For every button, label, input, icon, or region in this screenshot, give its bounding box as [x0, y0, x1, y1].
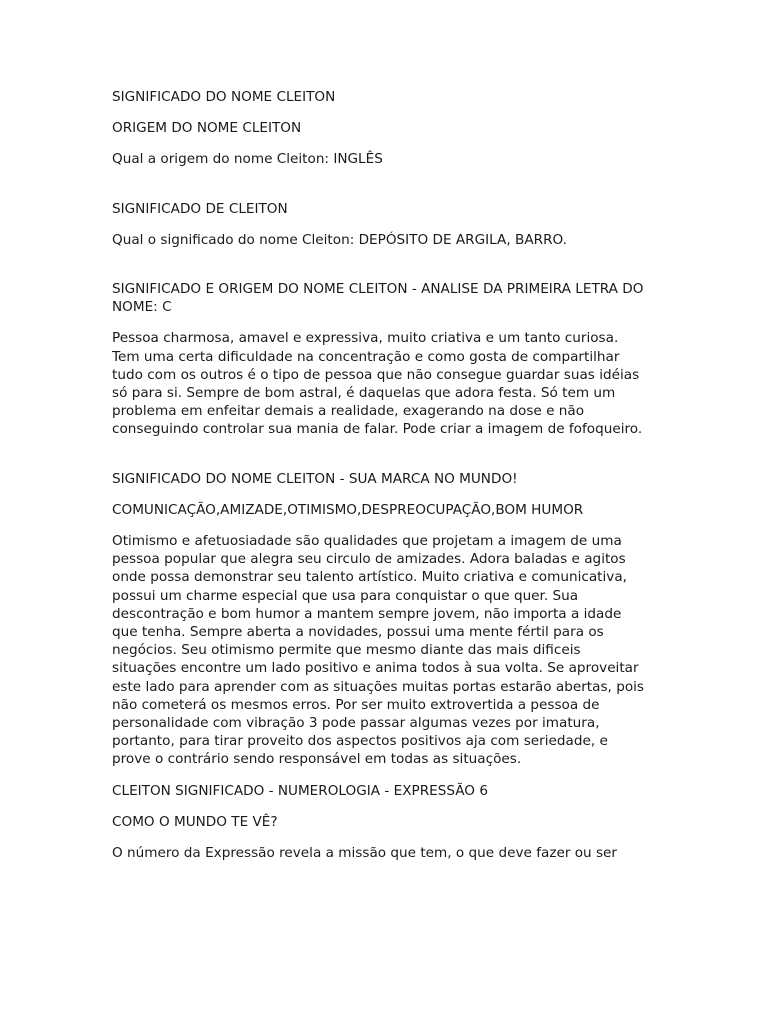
heading-como-o-mundo: COMO O MUNDO TE VÊ?	[112, 813, 278, 830]
document-page	[112, 88, 660, 875]
heading-origem: ORIGEM DO NOME CLEITON	[112, 120, 302, 137]
marca-paragraph: Otimismo e afetuosiadade são qualidades que projetam a imagem de uma pessoa popular que alegra seu circulo de amizades. Adora baladas e agitos onde possa demonstrar seu talento artístico. Muito criativa e comunicativa, possui um charme especial que usa para conquistar o que quer. Sua descontração e bom humor a mantem sempre jovem, não importa a idade que tenha. Sempre aberta a novidades, possui uma mente fértil para os negócios. Seu otimismo permite que mesmo diante das mais dificeis situações encontre um lado positivo e anima todos à sua volta. Se aproveitar este lado para aprender com as situações muitas portas estarão abertas, pois não cometerá os mesmos erros. Por ser muito extrovertida a pessoa de personalidade com vibração 3 pode passar algumas vezes por imatura, portanto, para tirar proveito dos aspectos positivos aja com seriedade, e prove o contrário sendo responsável em todas as situações.	[112, 533, 645, 768]
heading-marca-no-mundo: SIGNIFICADO DO NOME CLEITON - SUA MARCA NO MUNDO!	[112, 470, 518, 487]
expressao-paragraph: O número da Expressão revela a missão que tem, o que deve fazer ou ser	[112, 845, 618, 862]
heading-numerologia: CLEITON SIGNIFICADO - NUMEROLOGIA - EXPRESSÃO 6	[112, 782, 488, 799]
origem-answer: Qual a origem do nome Cleiton: INGLÊS	[112, 151, 383, 168]
heading-primeira-letra: SIGNIFICADO E ORIGEM DO NOME CLEITON - ANALISE DA PRIMEIRA LETRA DO NOME: C	[112, 281, 644, 316]
significado-answer: Qual o significado do nome Cleiton: DEPÓSITO DE ARGILA, BARRO.	[112, 231, 567, 248]
primeira-letra-paragraph: Pessoa charmosa, amavel e expressiva, muito criativa e um tanto curiosa. Tem uma certa dificuldade na concentração e como gosta de compartilhar tudo com os outros é o tipo de pessoa que não consegue guardar suas idéias só para si. Sempre de bom astral, é daquelas que adora festa. Só tem um problema em enfeitar demais a realidade, exagerando na dose e não conseguindo controlar sua mania de falar. Pode criar a imagem de fofoqueiro.	[112, 330, 643, 438]
heading-significado: SIGNIFICADO DO NOME CLEITON	[112, 89, 336, 105]
qualities-line: COMUNICAÇÃO,AMIZADE,OTIMISMO,DESPREOCUPAÇÃO,BOM HUMOR	[112, 501, 584, 518]
heading-significado-de: SIGNIFICADO DE CLEITON	[112, 200, 288, 217]
